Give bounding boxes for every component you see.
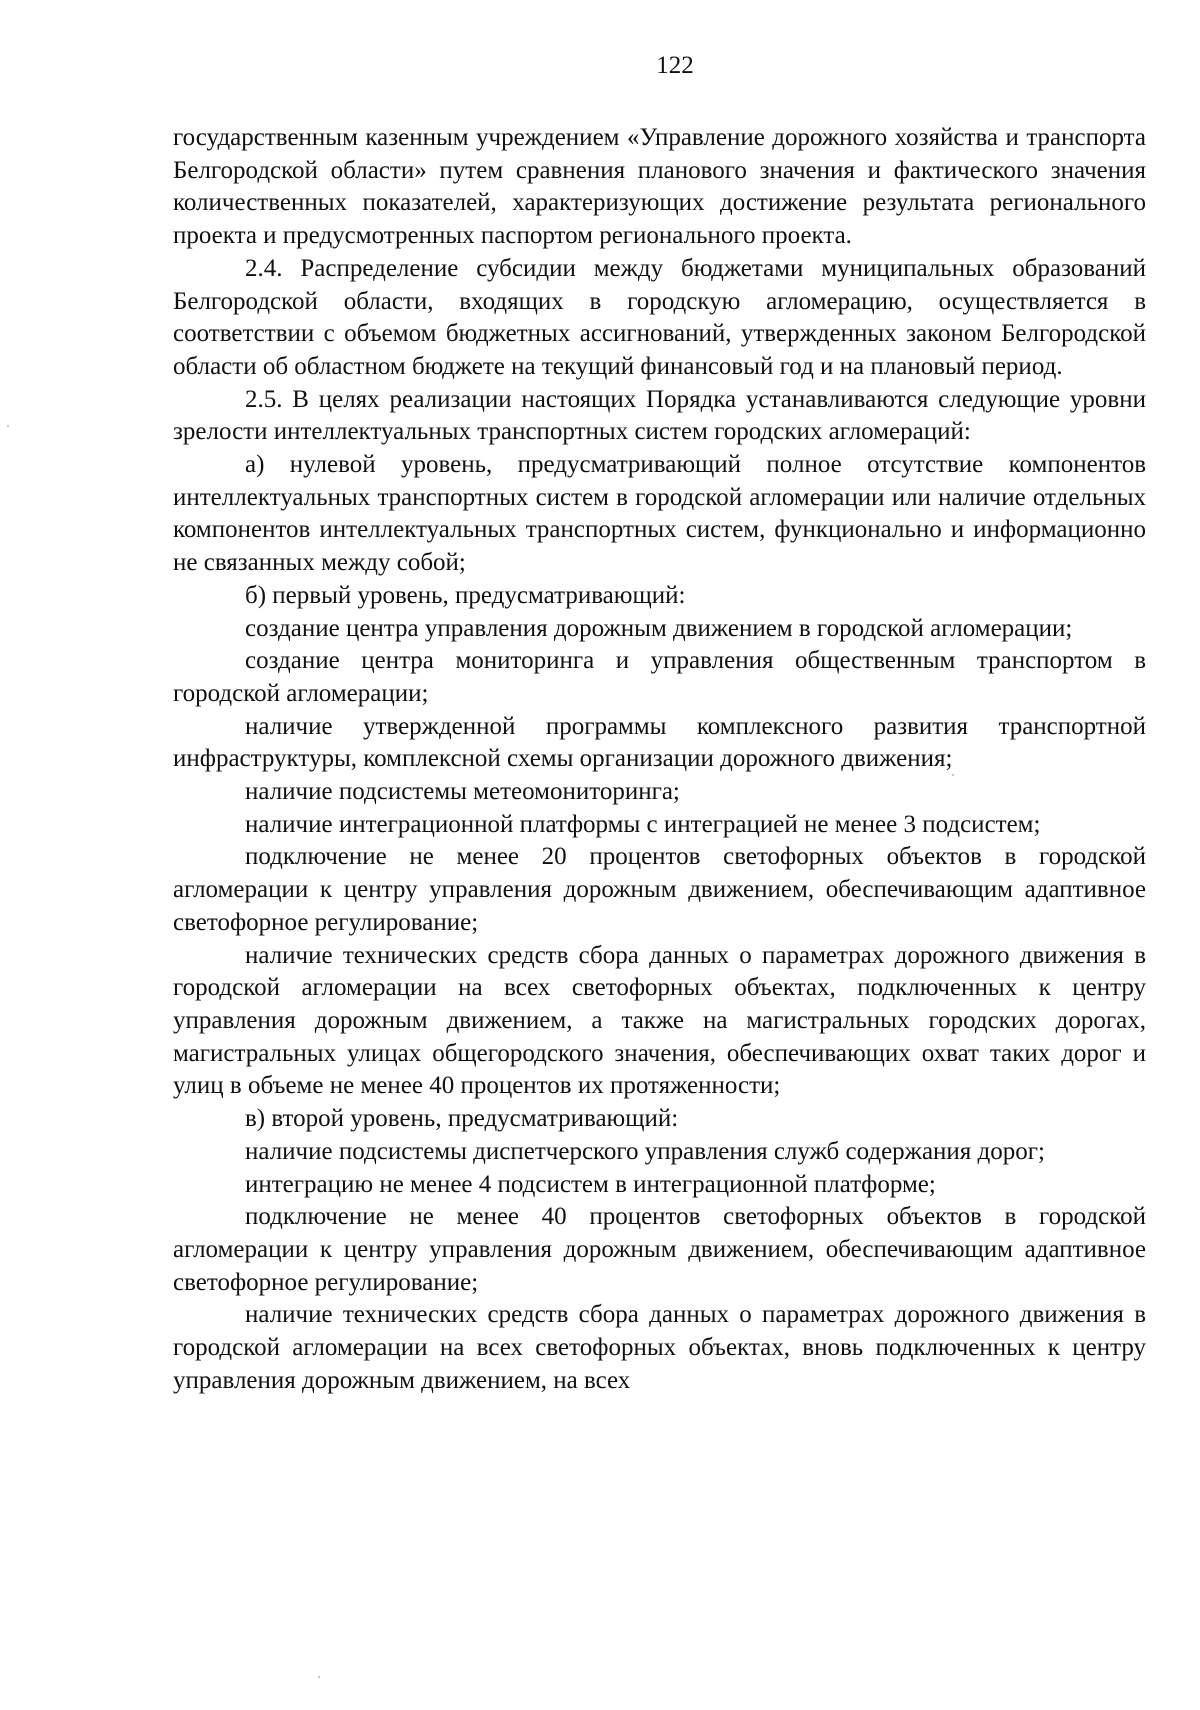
paragraph: а) нулевой уровень, предусматривающий полное отсутствие компонентов интеллектуальных транспортных систем в городской агломерации или наличие отдельных компонентов интеллектуальных транспортных систем, функционально и информационно не связанных между собой; [173, 451, 1146, 577]
paragraph: наличие технических средств сбора данных о параметрах дорожного движения в городской агломерации на всех светофорных объектах, вновь подключенных к центру управления дорожным движением, на всех [173, 1301, 1146, 1394]
page-number: 122 [656, 52, 694, 79]
paragraph: 2.4. Распределение субсидии между бюджетами муниципальных образований Белгородской области, входящих в городскую агломерацию, осуществляется в соответствии с объемом бюджетных ассигнований, утвержденных законом Белгородской области об областном бюджете на текущий финансовый год и на плановый период. [173, 254, 1146, 380]
paragraph: б) первый уровень, предусматривающий: [245, 581, 686, 609]
paragraph: подключение не менее 40 процентов светофорных объектов в городской агломерации к центру управления дорожным движением, обеспечивающим адаптивное светофорное регулирование; [173, 1203, 1146, 1296]
paragraph: наличие утвержденной программы комплексного развития транспортной инфраструктуры, комплексной схемы организации дорожного движения; [173, 712, 1146, 773]
paragraph: в) второй уровень, предусматривающий: [245, 1105, 679, 1133]
scan-speck [7, 425, 9, 427]
scan-speck [318, 1676, 320, 1678]
document-body [173, 122, 1146, 1397]
paragraph: наличие подсистемы метеомониторинга; [245, 778, 680, 806]
paragraph: государственным казенным учреждением «Управление дорожного хозяйства и транспорта Белгородской области» путем сравнения планового значения и фактического значения количественных показателей, характеризующих достижение результата регионального проекта и предусмотренных паспортом регионального проекта. [173, 124, 1146, 250]
scan-speck [952, 774, 954, 776]
paragraph: 2.5. В целях реализации настоящих Порядка устанавливаются следующие уровни зрелости интеллектуальных транспортных систем городских агломераций: [173, 385, 1146, 446]
paragraph: подключение не менее 20 процентов светофорных объектов в городской агломерации к центру управления дорожным движением, обеспечивающим адаптивное светофорное регулирование; [173, 843, 1146, 936]
paragraph: наличие интеграционной платформы с интеграцией не менее 3 подсистем; [245, 810, 1041, 838]
paragraph: наличие подсистемы диспетчерского управления служб содержания дорог; [245, 1137, 1045, 1165]
paragraph: интеграцию не менее 4 подсистем в интеграционной платформе; [245, 1170, 936, 1198]
paragraph: наличие технических средств сбора данных о параметрах дорожного движения в городской агломерации на всех светофорных объектах, подключенных к центру управления дорожным движением, а также на магистральных городских дорогах, магистральных улицах общегородского значения, обеспечивающих охват таких дорог и улиц в объеме не менее 40 процентов их протяженности; [173, 941, 1146, 1100]
paragraph: создание центра управления дорожным движением в городской агломерации; [245, 614, 1073, 642]
paragraph: создание центра мониторинга и управления общественным транспортом в городской агломерации; [173, 647, 1146, 707]
